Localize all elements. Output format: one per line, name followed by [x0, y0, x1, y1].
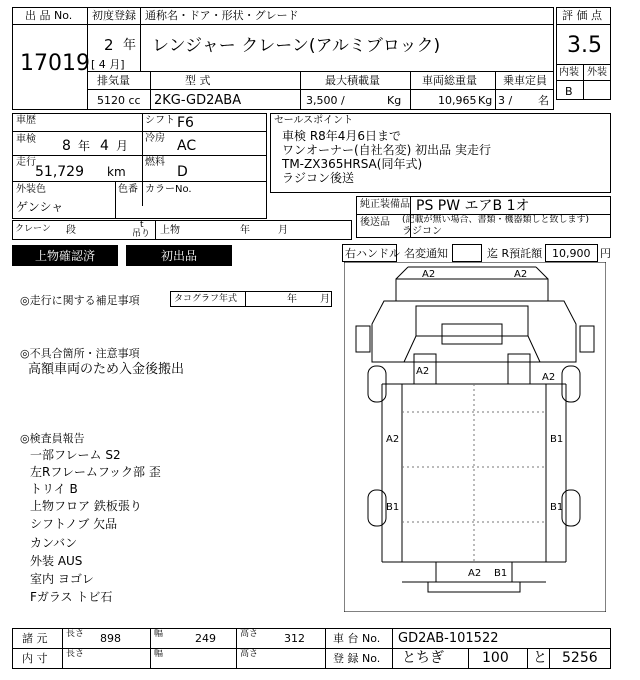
shift-label: シフト: [145, 115, 175, 126]
damage-mark: A2: [542, 372, 556, 383]
length-value: 898: [100, 632, 121, 645]
name-grade-label: 通称名・ドア・形状・グレード: [145, 9, 299, 22]
fuel-label: 燃料: [145, 157, 165, 168]
inspector-label: ◎検査員報告: [20, 432, 85, 445]
height-value: 312: [284, 632, 305, 645]
aftermarket-value: ラジコン: [402, 226, 442, 237]
tachograph-label: タコグラフ年式: [174, 294, 238, 304]
vehicle-damage-diagram: [344, 262, 606, 612]
damage-mark: A2: [514, 269, 528, 280]
lot-number: 17019: [20, 51, 90, 76]
width-value: 249: [195, 632, 216, 645]
registration-number: 5256: [562, 650, 598, 666]
first-reg-year: 2: [104, 36, 114, 54]
grade-value: 3.5: [567, 33, 602, 58]
registration-region: とちぎ: [402, 650, 444, 666]
interior-grade-value: B: [565, 85, 573, 98]
registration-kana: と: [533, 650, 547, 666]
model-label: 型 式: [185, 74, 211, 87]
inspector-line: カンバン: [30, 536, 78, 550]
damage-mark: A2: [422, 269, 436, 280]
damage-mark: A2: [416, 366, 430, 377]
tachograph-month-unit: 月: [320, 294, 330, 305]
aftermarket-label: 後送品: [360, 217, 390, 228]
aircon-label: 冷房: [145, 133, 165, 144]
interior-grade-label: 内装: [559, 67, 579, 78]
color-label: 外装色: [16, 184, 46, 195]
upper-label: 上物: [160, 225, 180, 236]
damage-mark: B1: [550, 502, 564, 513]
inspection-year-unit: 年: [78, 139, 91, 153]
mileage-unit: km: [107, 165, 126, 179]
vehicle-name: レンジャー クレーン(アルミブロック): [152, 36, 441, 56]
mileage-note-label: ◎走行に関する補足事項: [20, 294, 140, 307]
first-reg-label: 初度登録: [92, 9, 136, 22]
equipment-value: PS PW エアB 1オ: [416, 198, 530, 214]
aftermarket-note: (記載が無い場合、書類・機器類しと致します): [402, 215, 590, 225]
grade-label: 評 価 点: [562, 9, 602, 22]
inspection-label: 車検: [16, 134, 36, 145]
sales-point-line: ラジコン後送: [282, 171, 355, 185]
deposit-value: 10,900: [552, 247, 591, 260]
gross-weight-label: 車両総重量: [422, 74, 477, 87]
inspector-line: シフトノブ 欠品: [30, 517, 118, 531]
fuel-value: D: [177, 164, 188, 180]
defects-label: ◎不具合箇所・注意事項: [20, 347, 140, 360]
deposit-unit: 円: [600, 247, 611, 260]
crane-frame: [12, 220, 352, 240]
inspection-year: 8: [62, 138, 71, 154]
damage-mark: A2: [386, 434, 400, 445]
exterior-grade-label: 外装: [587, 67, 607, 78]
crane-stage-unit: 段: [66, 225, 76, 236]
upper-month-unit: 月: [278, 225, 288, 236]
inner-length-label: 長さ: [66, 649, 85, 659]
gross-weight-value: 10,965: [438, 94, 477, 107]
gross-weight-unit: Kg: [478, 94, 493, 107]
damage-mark: B1: [386, 502, 400, 513]
height-label: 高さ: [240, 629, 259, 639]
inspector-line: 外装 AUS: [30, 554, 83, 568]
displacement-value: 5120 cc: [97, 94, 141, 107]
lot-label: 出 品 No.: [25, 9, 73, 22]
inspection-month-unit: 月: [116, 139, 129, 153]
max-load-label: 最大積載量: [325, 74, 380, 87]
aircon-value: AC: [177, 138, 197, 154]
name-change-box: [452, 244, 482, 262]
registration-class: 100: [482, 650, 509, 666]
handle-value: 右ハンドル: [345, 247, 400, 260]
first-reg-month: [ 4 月]: [91, 58, 125, 71]
defect-line: 高額車両のため入金後搬出: [28, 362, 185, 377]
inspector-line: Fガラス トビ石: [30, 590, 113, 604]
inner-width-label: 幅: [154, 649, 164, 659]
chassis-number: GD2AB-101522: [398, 631, 499, 646]
color-no-unit: カラーNo.: [145, 184, 192, 195]
inspector-line: トリイ B: [30, 482, 78, 496]
capacity-label: 乗車定員: [503, 74, 547, 87]
mileage-label: 走行: [16, 157, 36, 168]
damage-mark: B1: [550, 434, 564, 445]
crane-ton-unit: t: [140, 220, 144, 230]
name-change-label: 名変通知: [404, 247, 448, 260]
first-listing-tag: 初出品: [126, 245, 232, 266]
history-label: 車歴: [16, 115, 36, 126]
equipment-label: 純正装備品: [360, 199, 410, 210]
tachograph-year-unit: 年: [287, 294, 297, 305]
inner-height-label: 高さ: [240, 649, 259, 659]
color-no-label: 色番: [118, 184, 138, 195]
displacement-label: 排気量: [97, 74, 130, 87]
mileage-value: 51,729: [35, 164, 84, 180]
upper-confirmed-tag: 上物確認済: [12, 245, 118, 266]
shift-value: F6: [177, 115, 194, 131]
max-load-unit: Kg: [387, 94, 402, 107]
registration-label: 登 録 No.: [333, 652, 381, 665]
inner-dims-label: 内 寸: [22, 652, 48, 665]
sales-point-line: 車検 R8年4月6日まで: [282, 129, 402, 143]
capacity-unit: 名: [538, 94, 549, 107]
chassis-label: 車 台 No.: [333, 632, 381, 645]
length-label: 長さ: [66, 629, 85, 639]
first-reg-year-unit: 年: [123, 38, 137, 53]
inspector-line: 一部フレーム S2: [30, 448, 121, 462]
sales-point-label: セールスポイント: [274, 115, 354, 126]
color-value: ゲンシャ: [16, 200, 64, 214]
max-load-value: 3,500 /: [306, 94, 345, 107]
capacity-value: 3 /: [498, 94, 513, 107]
inspector-line: 左Rフレームフック部 歪: [30, 465, 161, 479]
inspection-month: 4: [100, 138, 109, 154]
model-value: 2KG-GD2ABA: [154, 93, 242, 108]
dims-label: 諸 元: [22, 632, 48, 645]
damage-mark: A2: [468, 568, 482, 579]
inspector-line: 上物フロア 鉄板張り: [30, 499, 142, 513]
inspector-line: 室内 ヨゴレ: [30, 572, 94, 586]
sales-point-line: TM-ZX365HRSA(同年式): [282, 157, 423, 171]
verification-label: 迄 R預託額: [487, 247, 543, 260]
crane-hang-unit: 吊り: [132, 229, 151, 239]
width-label: 幅: [154, 629, 164, 639]
sales-point-line: ワンオーナー(自社名変) 初出品 実走行: [282, 143, 491, 157]
damage-mark: B1: [494, 568, 508, 579]
upper-year-unit: 年: [240, 225, 250, 236]
crane-label: クレーン: [15, 224, 51, 234]
